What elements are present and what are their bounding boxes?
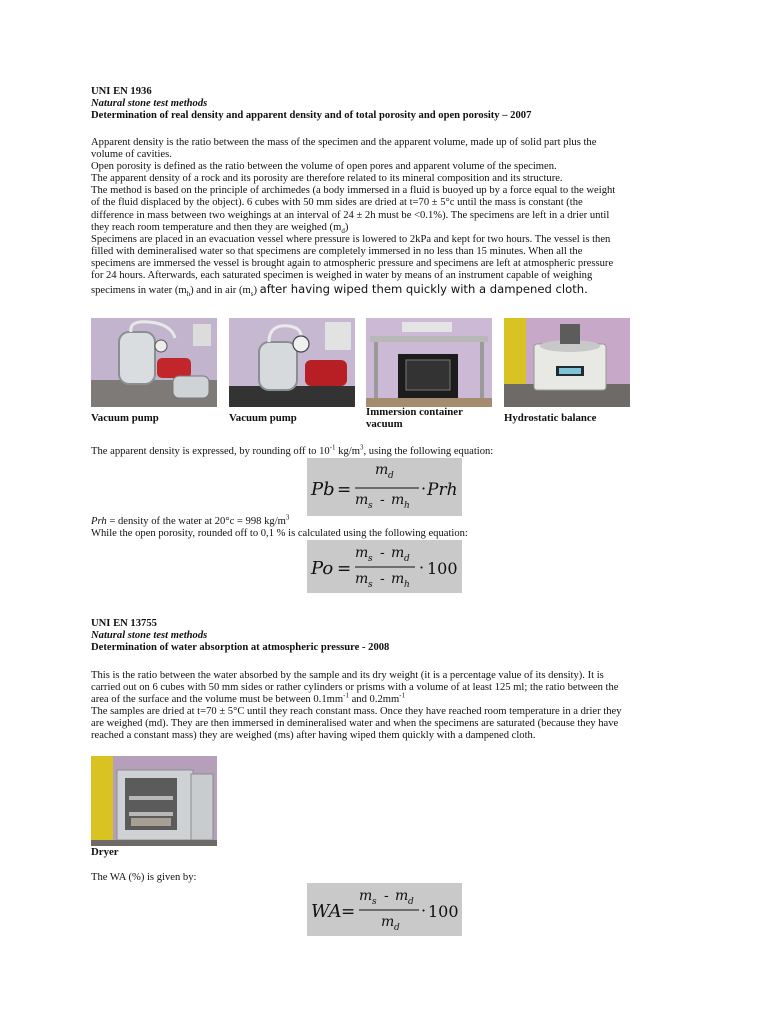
denominator-sub: d bbox=[394, 923, 400, 933]
denominator-m: m bbox=[381, 914, 395, 930]
text-line: carried out on 6 cubes with 50 mm sides or rather cylinders or prisms with a volume of at least 125 ml; the ratio between the bbox=[91, 682, 619, 694]
numerator-m2: m bbox=[395, 888, 409, 904]
subscript: h bbox=[186, 290, 191, 299]
superscript: 3 bbox=[359, 443, 364, 452]
denominator-sub2: h bbox=[404, 501, 410, 511]
numerator-m1: m bbox=[355, 545, 369, 561]
denominator-minus: - bbox=[380, 492, 385, 508]
subscript: d bbox=[341, 226, 345, 235]
equation-equals: = bbox=[337, 559, 352, 579]
wa-intro: The WA (%) is given by: bbox=[91, 872, 197, 883]
equation-hundred: 100 bbox=[428, 902, 459, 921]
section2-standard: UNI EN 13755 bbox=[91, 618, 157, 629]
denominator-m2: m bbox=[391, 492, 405, 508]
numerator-m2: m bbox=[391, 545, 405, 561]
text-line: volume of cavities. bbox=[91, 149, 172, 161]
vacuum-pump-photo-1 bbox=[91, 318, 217, 407]
superscript: -1 bbox=[399, 691, 406, 700]
section1-standard: UNI EN 1936 bbox=[91, 86, 152, 97]
text-line: Specimens are placed in an evacuation vessel where pressure is lowered to 2kPa and kept for two hours. The vessel is then bbox=[91, 233, 611, 245]
text-line: of the fluid displaced by the object). 6 cubes with 50 mm sides are dried at t=70 ± 5°c until the mass is constant (the bbox=[91, 197, 583, 209]
text-line: reached a constant mass) they are weighed (ms) after having wiped them quickly with a dampened cloth. bbox=[91, 730, 536, 742]
denominator-sub1: s bbox=[368, 580, 373, 590]
text-segment: and 0.2mm bbox=[348, 694, 400, 706]
text-segment: ) bbox=[253, 285, 257, 297]
multiply-dot: · bbox=[421, 479, 427, 498]
text-line bbox=[91, 283, 691, 297]
numerator-m: m bbox=[375, 462, 389, 478]
numerator-sub1: s bbox=[368, 554, 373, 564]
text-segment: kg/m bbox=[335, 446, 360, 457]
numerator-m1: m bbox=[359, 888, 373, 904]
text-line: The samples are dried at t=70 ± 5°C until they reach constant mass. Once they have reached room temperature in a drier they bbox=[91, 706, 622, 718]
text-segment: ) and in air (m bbox=[190, 285, 251, 297]
text-segment: , using the following equation: bbox=[363, 446, 494, 457]
equation-prh: Prh bbox=[427, 480, 458, 500]
vacuum-pump-photo-2 bbox=[229, 318, 355, 407]
text-line: The method is based on the principle of archimedes (a body immersed in a fluid is buoyed up by a force equal to the weight bbox=[91, 185, 616, 197]
text-segment: = density of the water at 20°c = 998 kg/m bbox=[106, 516, 286, 527]
text-line: are weighed (md). They are then immersed in demineralised water and when the specimens are saturated (because they have bbox=[91, 718, 619, 730]
hydrostatic-balance-photo bbox=[504, 318, 630, 407]
photo-caption: Vacuum pump bbox=[229, 412, 297, 424]
superscript: -1 bbox=[329, 443, 336, 452]
equation-equals: = bbox=[341, 902, 356, 922]
text-segment: area of the surface and the volume must be between 0.1mm bbox=[91, 694, 344, 706]
equation-apparent-density bbox=[307, 458, 462, 516]
denominator-sub1: s bbox=[368, 501, 373, 511]
text-segment: after having wiped them quickly with a dampened cloth. bbox=[259, 282, 588, 297]
multiply-dot: · bbox=[419, 558, 425, 577]
text-line: Open porosity is defined as the ratio between the volume of open pores and apparent volume of the specimen. bbox=[91, 161, 557, 173]
photo-caption: Immersion container vacuum bbox=[366, 406, 463, 430]
equation-equals: = bbox=[337, 480, 352, 500]
numerator-minus: - bbox=[384, 888, 389, 904]
text-segment: ) bbox=[344, 221, 349, 233]
prh-symbol: Prh bbox=[91, 516, 107, 527]
section1-body bbox=[91, 137, 691, 297]
equation-lhs: WA bbox=[311, 901, 342, 922]
equation-water-absorption bbox=[307, 883, 462, 936]
text-line bbox=[91, 222, 691, 234]
photo-caption: Hydrostatic balance bbox=[504, 412, 597, 424]
text-segment: The apparent density is expressed, by rounding off to 10 bbox=[91, 446, 330, 457]
section1-title: Determination of real density and apparent density and of total porosity and open porosity – 2007 bbox=[91, 110, 532, 121]
superscript: -1 bbox=[343, 691, 349, 700]
numerator-sub: d bbox=[388, 471, 394, 481]
superscript: 3 bbox=[285, 513, 290, 522]
immersion-container-photo bbox=[366, 318, 492, 407]
text-line: This is the ratio between the water absorbed by the sample and its dry weight (it is a percentage value of its density). It is bbox=[91, 670, 604, 681]
equation-open-porosity bbox=[307, 540, 462, 593]
text-line: Apparent density is the ratio between the mass of the specimen and the apparent volume, made up of solid part plus the bbox=[91, 137, 597, 148]
denominator-m2: m bbox=[391, 571, 405, 587]
prh-definition bbox=[91, 513, 290, 528]
vacuum-pump-icon bbox=[91, 318, 217, 407]
text-line: specimens are immersed the vessel is brought again to atmospheric pressure and specimens are left at atmospheric pressure bbox=[91, 257, 614, 269]
text-line: difference in mass between two weighings at an interval of 24 ± 2h must be <0.1%). The specimens are left in a drier until bbox=[91, 209, 610, 221]
numerator-sub2: d bbox=[404, 554, 410, 564]
subscript: s bbox=[250, 290, 254, 299]
photo-caption: Dryer bbox=[91, 846, 119, 858]
denominator-m1: m bbox=[355, 571, 369, 587]
text-line: The apparent density of a rock and its porosity are therefore related to its mineral composition and its structure. bbox=[91, 173, 563, 185]
section2-body bbox=[91, 670, 691, 743]
numerator-sub1: s bbox=[372, 897, 377, 907]
equation-hundred: 100 bbox=[427, 559, 458, 578]
porosity-intro: While the open porosity, rounded off to 0,1 % is calculated using the following equation: bbox=[91, 528, 468, 539]
balance-icon bbox=[504, 318, 630, 407]
numerator-sub2: d bbox=[408, 897, 414, 907]
vacuum-pump-icon bbox=[229, 318, 355, 407]
multiply-dot: · bbox=[421, 901, 427, 920]
section1-subject: Natural stone test methods bbox=[91, 98, 208, 109]
section2-subject: Natural stone test methods bbox=[91, 630, 208, 641]
denominator-m1: m bbox=[355, 492, 369, 508]
equation-lhs: Po bbox=[311, 558, 334, 579]
text-segment: specimens in water (m bbox=[91, 285, 187, 297]
denominator-sub2: h bbox=[404, 580, 410, 590]
text-line: for 24 hours. Afterwards, each saturated specimen is weighed in water by means of an instrument capable of weighing bbox=[91, 270, 593, 282]
photo-caption: Vacuum pump bbox=[91, 412, 159, 424]
dryer-icon bbox=[91, 756, 217, 846]
denominator-minus: - bbox=[380, 571, 385, 587]
section2-title: Determination of water absorption at atmospheric pressure - 2008 bbox=[91, 642, 390, 653]
text-segment: they reach room temperature and then they are weighed (m bbox=[91, 221, 342, 233]
text-line: filled with demineralised water so that specimens are completely immersed in no less than 15 minutes. When all the bbox=[91, 245, 583, 257]
numerator-minus: - bbox=[380, 545, 385, 561]
equation-lhs: Pb bbox=[311, 479, 335, 500]
text-line bbox=[91, 691, 691, 706]
immersion-container-icon bbox=[366, 318, 492, 407]
density-intro bbox=[91, 443, 494, 458]
dryer-photo bbox=[91, 756, 217, 846]
